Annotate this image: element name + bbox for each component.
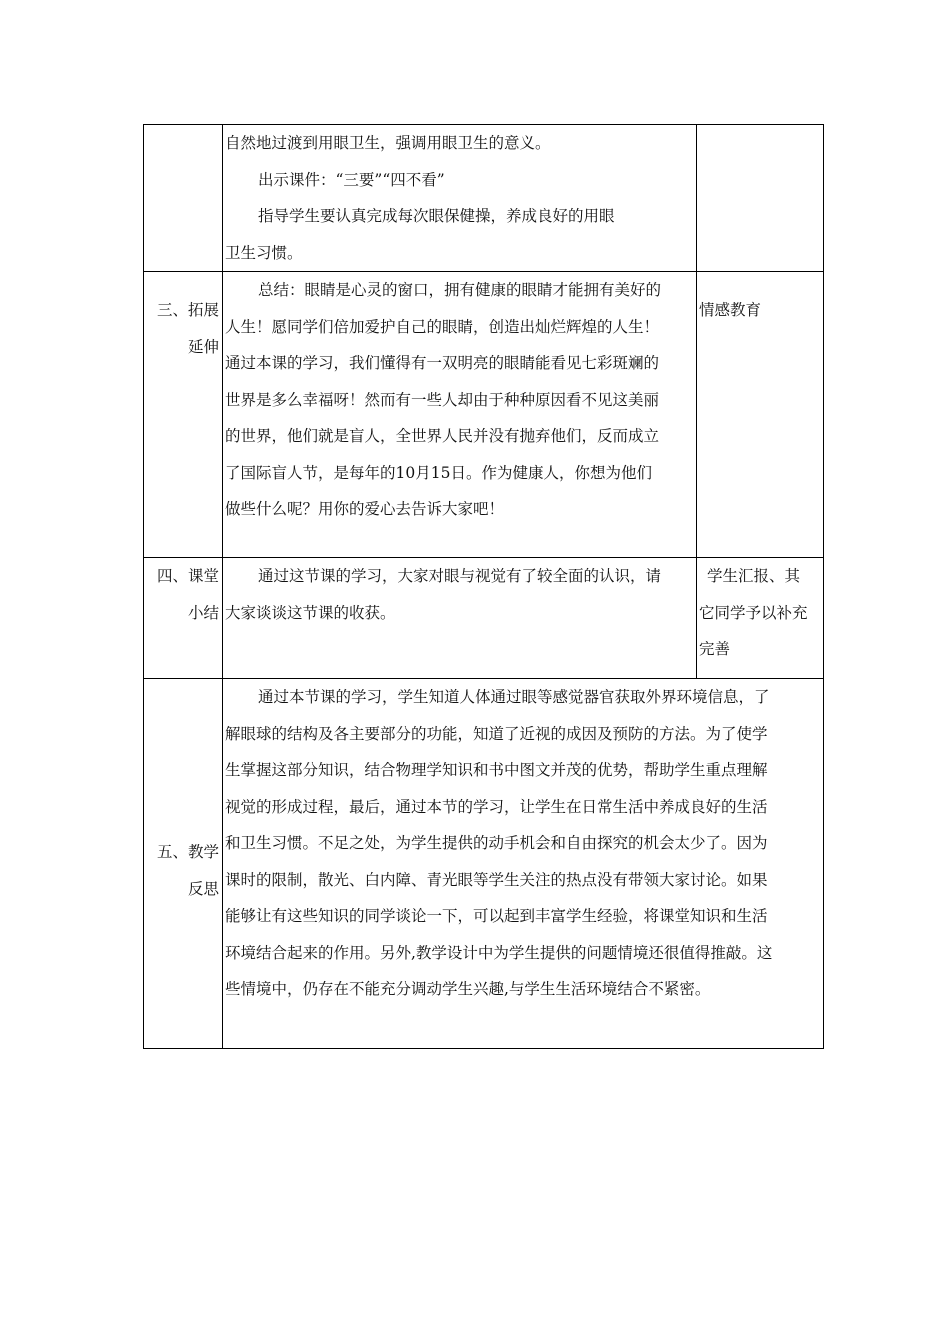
content-cell bbox=[223, 125, 697, 272]
note-line: 情感教育 bbox=[699, 301, 762, 319]
content-cell bbox=[223, 558, 697, 679]
content-line: 自然地过渡到用眼卫生，强调用眼卫生的意义。 bbox=[225, 134, 551, 152]
table-row bbox=[144, 272, 824, 558]
section-label: 反思 bbox=[187, 879, 219, 898]
content-line: 了国际盲人节，是每年的10月15日。作为健康人，你想为他们 bbox=[225, 463, 652, 482]
content-line: 人生！愿同学们倍加爱护自己的眼睛，创造出灿烂辉煌的人生！ bbox=[225, 317, 660, 336]
content-line: 做些什么呢？用你的爱心去告诉大家吧！ bbox=[225, 500, 505, 518]
content-line: 卫生习惯。 bbox=[225, 243, 303, 262]
content-line: 生掌握这部分知识，结合物理学知识和书中图文并茂的优势，帮助学生重点理解 bbox=[225, 761, 768, 779]
content-line: 环境结合起来的作用。另外,教学设计中为学生提供的问题情境还很值得推敲。这 bbox=[225, 943, 773, 962]
section-label: 小结 bbox=[187, 603, 219, 622]
content-line: 总结：眼睛是心灵的窗口，拥有健康的眼睛才能拥有美好的 bbox=[258, 281, 662, 299]
content-line: 视觉的形成过程，最后，通过本节的学习，让学生在日常生活中养成良好的生活 bbox=[225, 797, 768, 816]
content-line: 解眼球的结构及各主要部分的功能，知道了近视的成因及预防的方法。为了使学 bbox=[225, 724, 768, 743]
reflection-content-cell bbox=[223, 679, 824, 1049]
content-line: 指导学生要认真完成每次眼保健操，养成良好的用眼 bbox=[258, 207, 615, 225]
note-cell bbox=[697, 558, 824, 679]
table-row bbox=[144, 679, 824, 1049]
table-row bbox=[144, 125, 824, 272]
section-label-cell bbox=[144, 558, 223, 679]
note-cell bbox=[697, 125, 824, 272]
content-line: 通过本课的学习，我们懂得有一双明亮的眼睛能看见七彩斑斓的 bbox=[225, 354, 660, 372]
section-label: 四、课堂 bbox=[156, 567, 219, 585]
section-label: 延伸 bbox=[187, 337, 219, 356]
content-cell bbox=[223, 272, 697, 558]
content-line: 通过这节课的学习，大家对眼与视觉有了较全面的认识，请 bbox=[258, 567, 662, 585]
section-label-cell bbox=[144, 679, 223, 1049]
note-cell bbox=[697, 272, 824, 558]
section-label-cell bbox=[144, 272, 223, 558]
content-line: 通过本节课的学习，学生知道人体通过眼等感觉器官获取外界环境信息，了 bbox=[258, 688, 770, 706]
content-line: 出示课件：“三要”“四不看” bbox=[258, 170, 445, 189]
note-line: 完善 bbox=[699, 640, 731, 658]
lesson-plan-table bbox=[143, 124, 824, 1049]
section-label: 三、拓展 bbox=[156, 301, 219, 319]
content-line: 和卫生习惯。不足之处，为学生提供的动手机会和自由探究的机会太少了。因为 bbox=[225, 834, 768, 852]
content-line: 世界是多么幸福呀！然而有一些人却由于种种原因看不见这美丽 bbox=[225, 390, 660, 409]
section-label-cell bbox=[144, 125, 223, 272]
note-line: 它同学予以补充 bbox=[699, 603, 808, 622]
content-line: 能够让有这些知识的同学谈论一下，可以起到丰富学生经验，将课堂知识和生活 bbox=[225, 907, 768, 925]
content-line: 课时的限制，散光、白内障、青光眼等学生关注的热点没有带领大家讨论。如果 bbox=[225, 870, 768, 889]
table-row bbox=[144, 558, 824, 679]
content-line: 大家谈谈这节课的收获。 bbox=[225, 603, 396, 622]
note-line: 学生汇报、其 bbox=[707, 567, 801, 585]
content-line: 的世界，他们就是盲人，全世界人民并没有抛弃他们，反而成立 bbox=[225, 427, 660, 445]
content-line: 些情境中，仍存在不能充分调动学生兴趣,与学生生活环境结合不紧密。 bbox=[225, 980, 711, 998]
section-label: 五、教学 bbox=[156, 843, 219, 861]
